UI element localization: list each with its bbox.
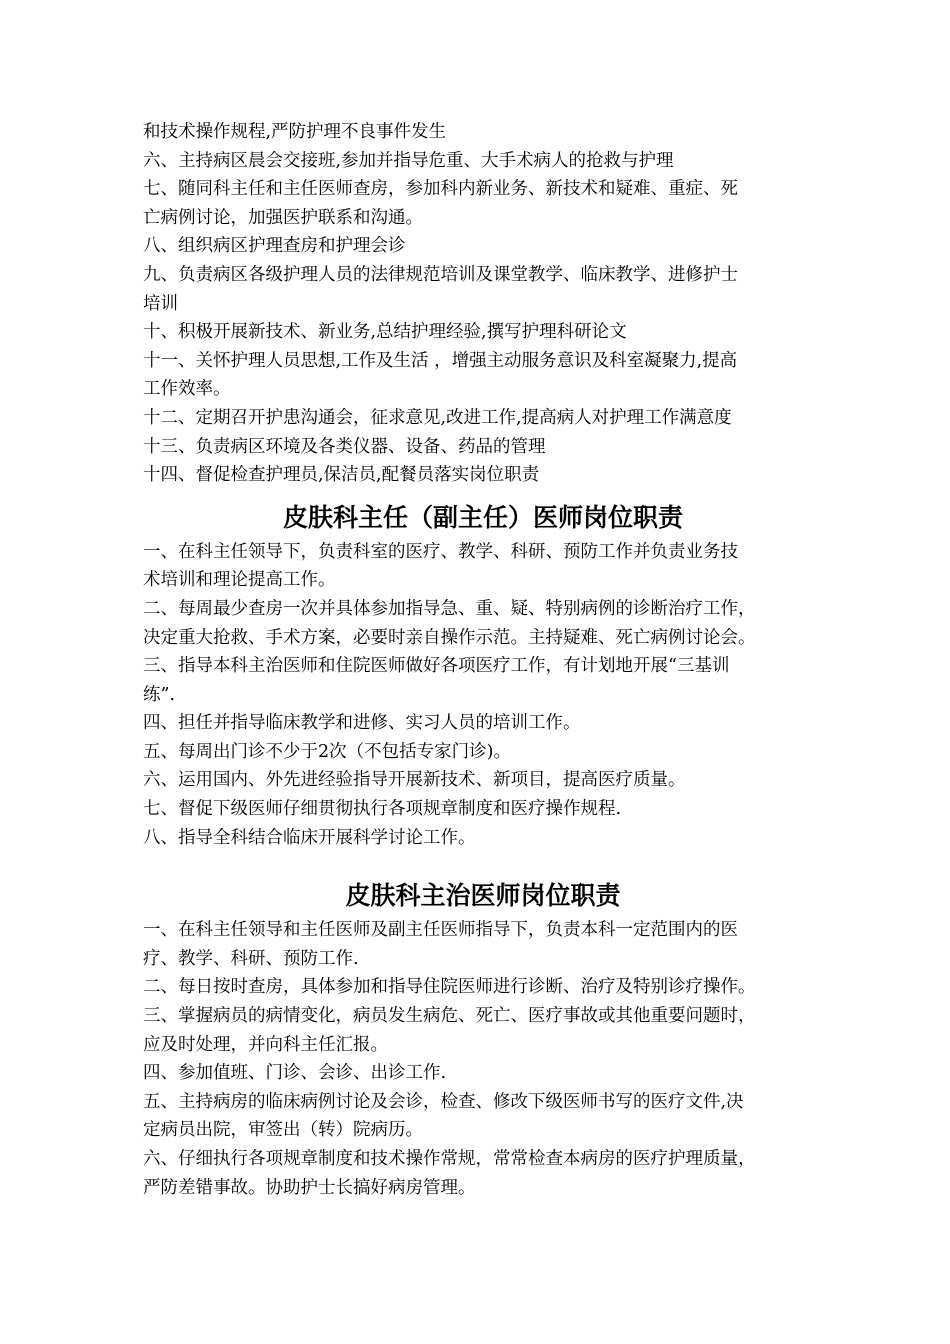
paragraph-line: 三、指导本科主治医师和住院医师做好各项医疗工作，有计划地开展“三基训 xyxy=(143,656,730,677)
section-title: 皮肤科主任（副主任）医师岗位职责 xyxy=(282,502,683,532)
paragraph-line: 六、仔细执行各项规章制度和技术操作常规，常常检查本病房的医疗护理质量， xyxy=(143,1149,756,1169)
paragraph-line: 十、积极开展新技术、新业务,总结护理经验,撰写护理科研论文 xyxy=(143,322,627,343)
paragraph-line: 定病员出院，审签出（转）院病历。 xyxy=(143,1120,423,1141)
paragraph-line: 十四、督促检查护理员,保洁员,配餐员落实岗位职责 xyxy=(143,465,540,486)
paragraph-line: 八、指导全科结合临床开展科学讨论工作。 xyxy=(143,827,476,848)
paragraph-line: 二、每周最少查房一次并具体参加指导急、重、疑、特别病例的诊断治疗工作， xyxy=(143,598,756,619)
paragraph-line: 五、每周出门诊不少于2次（不包括专家门诊)。 xyxy=(143,741,511,762)
section-title: 皮肤科主治医师岗位职责 xyxy=(345,881,621,911)
paragraph-line: 五、主持病房的临床病例讨论及会诊，检查、修改下级医师书写的医疗文件,决 xyxy=(143,1091,744,1112)
paragraph-line: 和技术操作规程,严防护理不良事件发生 xyxy=(143,122,447,142)
section-chief-physician-duties xyxy=(143,538,823,853)
paragraph-line: 六、运用国内、外先进经验指导开展新技术、新项目，提高医疗质量。 xyxy=(143,770,686,791)
paragraph-line: 亡病例讨论，加强医护联系和沟通。 xyxy=(143,207,423,228)
paragraph-line: 疗、教学、科研、预防工作. xyxy=(143,948,359,969)
paragraph-line: 应及时处理，并向科主任汇报。 xyxy=(143,1034,388,1055)
paragraph-line: 培训 xyxy=(143,293,178,314)
paragraph-line: 八、组织病区护理查房和护理会诊 xyxy=(143,236,406,257)
section-head-nurse-duties xyxy=(143,118,823,490)
paragraph-line: 一、在科主任领导下，负责科室的医疗、教学、科研、预防工作并负责业务技 xyxy=(143,541,738,562)
paragraph-line: 十三、负责病区环境及各类仪器、设备、药品的管理 xyxy=(143,436,546,457)
paragraph-line: 决定重大抢救、手术方案，必要时亲自操作示范。主持疑难、死亡病例讨论会。 xyxy=(143,627,756,648)
paragraph-line: 一、在科主任领导和主任医师及副主任医师指导下，负责本科一定范围内的医 xyxy=(143,920,738,941)
paragraph-line: 九、负责病区各级护理人员的法律规范培训及课堂教学、临床教学、进修护士 xyxy=(143,264,738,285)
paragraph-line: 术培训和理论提高工作。 xyxy=(143,570,336,591)
paragraph-line: 工作效率。 xyxy=(143,379,231,400)
paragraph-line: 练”. xyxy=(143,684,176,705)
paragraph-line: 三、掌握病员的病情变化，病员发生病危、死亡、医疗事故或其他重要问题时， xyxy=(143,1006,756,1027)
paragraph-line: 四、担任并指导临床教学和进修、实习人员的培训工作。 xyxy=(143,713,581,734)
paragraph-line: 七、督促下级医师仔细贯彻执行各项规章制度和医疗操作规程. xyxy=(143,799,622,820)
paragraph-line: 七、随同科主任和主任医师查房，参加科内新业务、新技术和疑难、重症、死 xyxy=(143,179,738,200)
paragraph-line: 严防差错事故。协助护士长搞好病房管理。 xyxy=(143,1177,476,1198)
paragraph-line: 四、参加值班、门诊、会诊、出诊工作. xyxy=(143,1063,447,1084)
paragraph-line: 十一、关怀护理人员思想,工作及生活 ，增强主动服务意识及科室凝聚力,提高 xyxy=(143,350,738,371)
document-content xyxy=(143,118,823,1202)
section-attending-physician-duties xyxy=(143,916,823,1202)
paragraph-line: 十二、定期召开护患沟通会，征求意见,改进工作,提高病人对护理工作满意度 xyxy=(143,407,732,428)
paragraph-line: 六、主持病区晨会交接班,参加并指导危重、大手术病人的抢救与护理 xyxy=(143,150,674,171)
paragraph-line: 二、每日按时查房，具体参加和指导住院医师进行诊断、治疗及特别诊疗操作。 xyxy=(143,977,756,998)
